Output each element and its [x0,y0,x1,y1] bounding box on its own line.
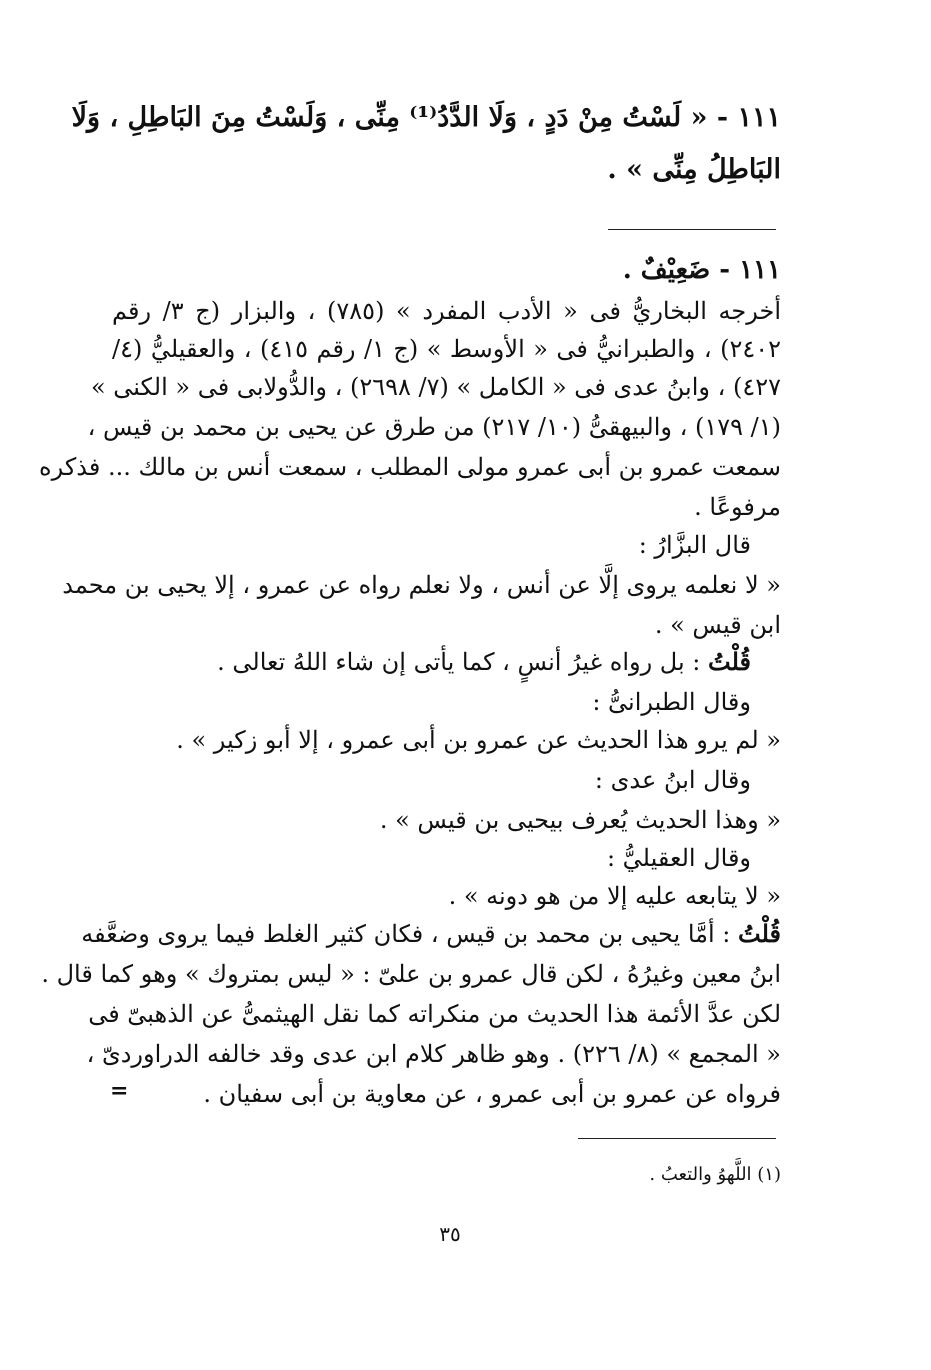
conclusion-line-4: « المجمع » (٨/ ٢٢٦) . وهو ظاهر كلام ابن عدى وقد خالفه الدراوردىّ ، [86,1040,781,1068]
qultu-remark-1 [217,644,751,680]
qultu-word-2: قُلْتُ [738,919,781,948]
body-line-1: أخرجه البخاريُّ فى « الأدب المفرد » (٧٨٥) ، والبزار (ج ٣/ رقم [112,297,782,325]
footnote-rule [578,1138,776,1139]
ibnadi-intro: وقال ابنُ عدى : [594,766,751,794]
body-line-6: مرفوعًا . [694,493,781,521]
tabarani-intro: وقال الطبرانىُّ : [592,688,751,716]
continuation-mark: = [110,1078,129,1104]
conclusion-line-3: لكن عدَّ الأئمة هذا الحديث من منكراته كما نقل الهيثمىُّ عن الذهبىّ فى [88,1000,781,1028]
tabarani-quote: « لم يرو هذا الحديث عن عمرو بن أبى عمرو ، إلا أبو زكير » . [176,726,781,754]
uqayli-intro: وقال العقيليُّ : [606,844,751,872]
ibnadi-quote: « وهذا الحديث يُعرف بيحيى بن قيس » . [379,806,781,834]
grading-heading: ١١١ - ضَعِيْفٌ . [622,255,781,285]
qultu-remark-text: : بل رواه غيرُ أنسٍ ، كما يأتى إن شاء اللهُ تعالى . [217,648,709,676]
bazzar-intro: قال البزَّارُ : [638,531,751,559]
page-number: ٣٥ [439,1222,461,1246]
separator-rule [608,229,776,230]
qultu-word: قُلْتُ [708,647,751,676]
body-line-4: (١/ ١٧٩) ، والبيهقىُّ (١٠/ ٢١٧) من طرق عن يحيى بن محمد بن قيس ، [87,413,781,441]
footnote: (١) اللَّهوُ والتعبُ . [649,1164,781,1185]
bazzar-quote-line-2: ابن قيس » . [654,611,781,639]
bazzar-quote-line-1: « لا نعلمه يروى إلَّا عن أنس ، ولا نعلم رواه عن عمرو ، إلا يحيى بن محمد [62,571,781,599]
body-line-5: سمعت عمرو بن أبى عمرو مولى المطلب ، سمعت أنس بن مالك ... فذكره [39,453,781,481]
body-line-2: ٢٤٠٢) ، والطبرانيُّ فى « الأوسط » (ج ١/ رقم ٤١٥) ، والعقيليُّ (٤/ [112,335,781,363]
conclusion-line-2: ابنُ معين وغيرُهُ ، لكن قال عمرو بن علىّ : « ليس بمتروك » وهو كما قال . [41,960,781,988]
conclusion-line-5: فرواه عن عمرو بن أبى عمرو ، عن معاوية بن أبى سفيان . [203,1080,781,1108]
hadith-text-line-2: البَاطِلُ مِنِّى » . [607,154,781,185]
hadith-text-line-1: ١١١ - « لَسْتُ مِنْ دَدٍ ، وَلَا الدَّدُ⁽¹⁾ مِنِّى ، وَلَسْتُ مِنَ البَاطِلِ ، وَلَا [71,102,781,133]
uqayli-quote: « لا يتابعه عليه إلا من هو دونه » . [448,882,781,910]
conclusion-line-1 [81,916,781,952]
body-line-3: ٤٢٧) ، وابنُ عدى فى « الكامل » (٧/ ٢٦٩٨) ، والدُّولابى فى « الكنى » [90,373,781,401]
conclusion-line-1-text: : أمَّا يحيى بن محمد بن قيس ، فكان كثير الغلط فيما يروى وضعَّفه [81,920,739,948]
